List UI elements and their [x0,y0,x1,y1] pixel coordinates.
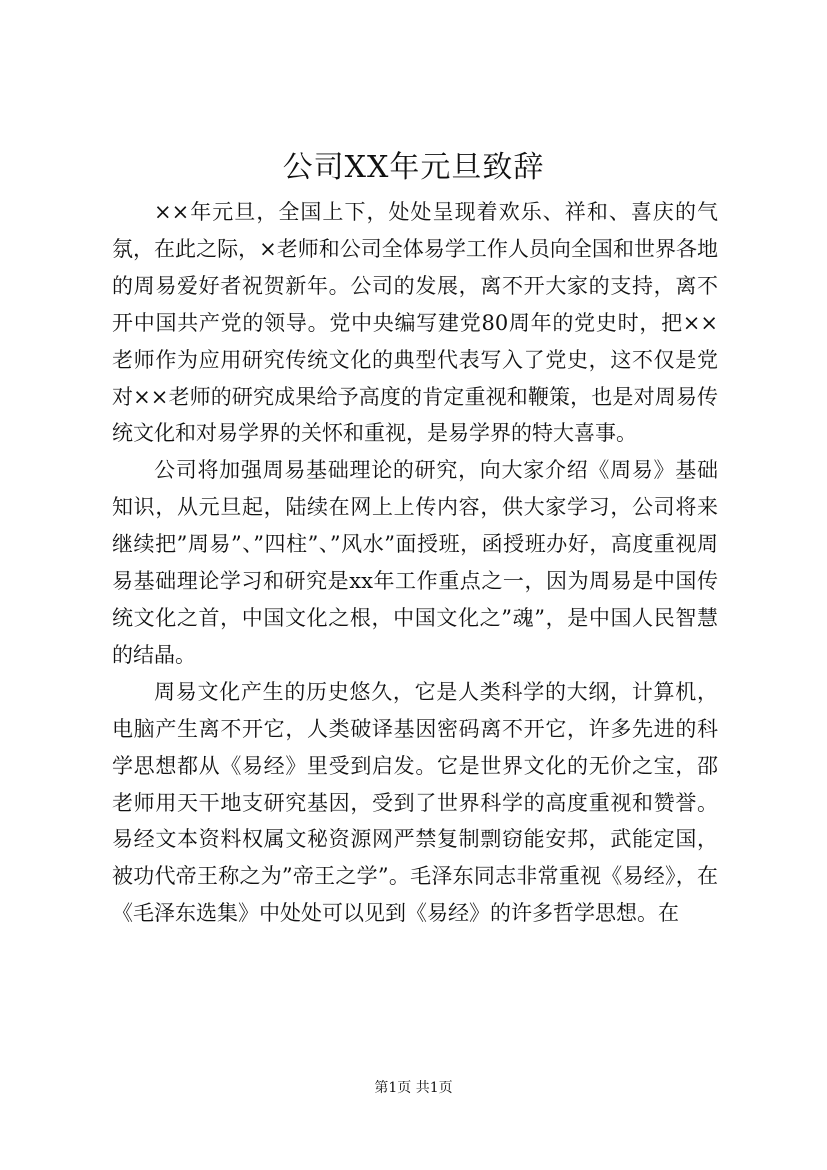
document-title: 公司XX年元旦致辞 [282,150,545,185]
paragraph-1: ××年元旦，全国上下，处处呈现着欢乐、祥和、喜庆的气氛，在此之际，×老师和公司全体易学工作人员向全国和世界各地的周易爱好者祝贺新年。公司的发展，离不开大家的支持，离不开中国共产党的领导。党中央编写建党80周年的党史时，把××老师作为应用研究传统文化的典型代表写入了党史，这不仅是党对××老师的研究成果给予高度的肯定重视和鞭策，也是对周易传统文化和对易学界的关怀和重视，是易学界的特大喜事。 [112,200,718,446]
paragraph-3: 周易文化产生的历史悠久，它是人类科学的大纲，计算机，电脑产生离不开它，人类破译基因密码离不开它，许多先进的科学思想都从《易经》里受到启发。它是世界文化的无价之宝，邵老师用天干地支研究基因，受到了世界科学的高度重视和赞誉。易经文本资料权属文秘资源网严禁复制剽窃能安邦，武能定国，被功代帝王称之为”帝王之学”。毛泽东同志非常重视《易经》，在《毛泽东选集》中处处可以见到《易经》的许多哲学思想。在 [112,679,718,926]
paragraph-2: 公司将加强周易基础理论的研究，向大家介绍《周易》基础知识，从元旦起，陆续在网上上传内容，供大家学习，公司将来继续把”周易”、”四柱”、”风水”面授班，函授班办好，高度重视周易基础理论学习和研究是xx年工作重点之一，因为周易是中国传统文化之首，中国文化之根，中国文化之”魂”，是中国人民智慧的结晶。 [112,458,718,667]
page-footer: 第1页 共1页 [374,1080,453,1096]
document-body [112,194,718,932]
